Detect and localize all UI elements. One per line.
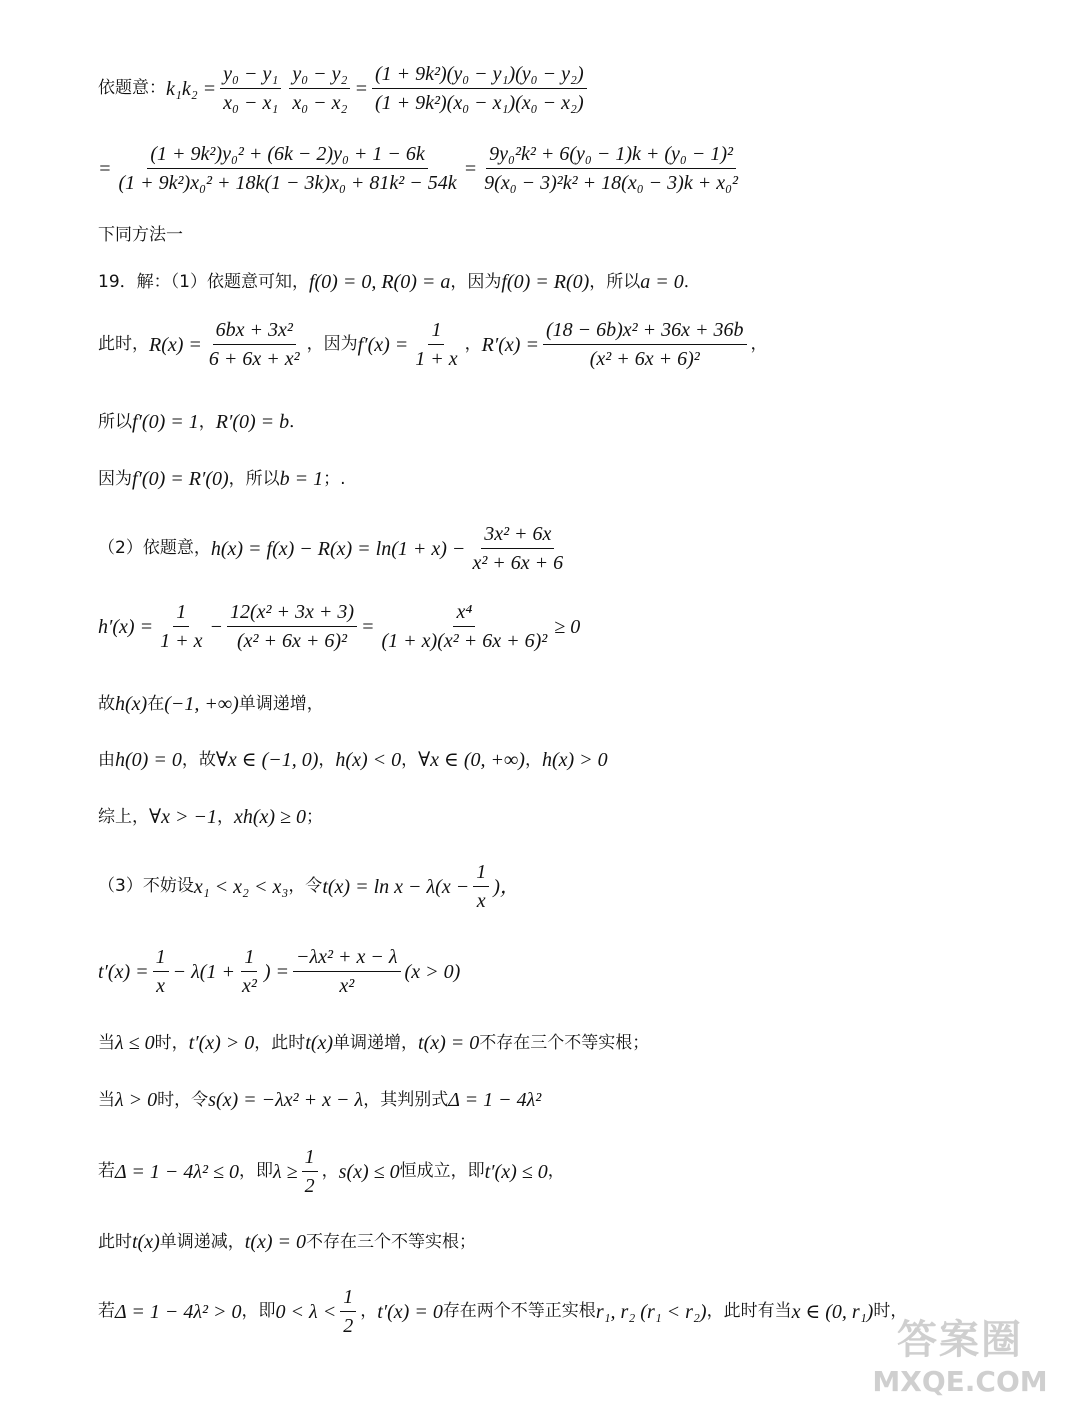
text: 因为: [98, 468, 132, 489]
math: t(x) = 0: [418, 1032, 480, 1054]
math: (x > 0): [404, 960, 461, 983]
text-line: [98, 748, 1020, 772]
text: 当: [98, 1032, 115, 1053]
math: f(0) = 0, R(0) = a: [308, 271, 451, 293]
denominator: 1 + x: [415, 348, 458, 370]
denominator: (1 + 9k²)x₀² + 18k(1 − 3k)x₀ + 81k² − 54k: [118, 172, 457, 194]
math: − λ(1 +: [172, 960, 235, 983]
text: 19．解：（1）依题意可知，: [98, 271, 309, 292]
text-line: [98, 1031, 1020, 1055]
numerator: y₀ − y₁: [220, 62, 281, 89]
fraction: [412, 318, 460, 371]
math: =: [354, 77, 368, 100]
watermark-site: MXQE.COM: [872, 1365, 1048, 1398]
math: h′(x) =: [98, 615, 154, 638]
math: R′(x) =: [481, 333, 539, 356]
text: 依题意：: [98, 78, 166, 99]
math: λ ≥: [273, 1160, 298, 1183]
text: ，即: [239, 1161, 274, 1182]
formula-line: [98, 600, 1020, 653]
text: ，: [547, 1161, 565, 1182]
denominator: x: [156, 975, 166, 997]
text: ；.: [323, 468, 346, 489]
text: 若: [98, 1301, 115, 1322]
text: 时，: [154, 1032, 189, 1053]
text: 此时: [98, 1231, 132, 1252]
denominator: (1 + 9k²)(x₀ − x₁)(x₀ − x₂): [374, 92, 584, 114]
text: ，此时有当: [706, 1301, 792, 1322]
math: t′(x) = 0: [377, 1300, 443, 1323]
math: f′(0) = R′(0): [132, 468, 229, 490]
numerator: 6bx + 3x²: [213, 318, 296, 345]
text-line: [98, 225, 1020, 245]
math: h(0) = 0: [115, 749, 182, 771]
text: （3）不妨设: [98, 876, 194, 897]
numerator: 3x² + 6x: [481, 522, 554, 549]
fraction: [473, 860, 489, 913]
text: ，因为: [306, 334, 358, 355]
fraction: [153, 945, 169, 998]
text: 在: [147, 693, 165, 714]
text-line: [98, 410, 1020, 434]
text-line: [98, 692, 1020, 716]
text: 时，: [873, 1301, 908, 1322]
text: 综上，: [98, 806, 149, 827]
text: 存在两个不等正实根: [442, 1301, 596, 1322]
math: b = 1: [279, 468, 324, 490]
text: ．: [683, 271, 701, 292]
text: ，此时: [254, 1032, 306, 1053]
denominator: x₀ − x₁: [223, 92, 279, 114]
text: ，: [750, 334, 768, 355]
math: λ ≤ 0: [115, 1032, 155, 1054]
text-line: [98, 1230, 1020, 1254]
numerator: x⁴: [453, 600, 475, 627]
math: h(x) > 0: [541, 749, 608, 771]
formula-line: [98, 945, 1020, 998]
math: xh(x) ≥ 0: [233, 806, 307, 828]
denominator: 6 + 6x + x²: [208, 348, 300, 370]
math: r₁, r₂ (r₁ < r₂): [595, 1300, 707, 1323]
fraction: [481, 142, 741, 195]
text: 不存在三个不等实根；: [479, 1032, 650, 1053]
denominator: 1 + x: [160, 630, 203, 652]
math: x ∈ (0, r₁): [791, 1300, 874, 1323]
numerator: 1: [428, 318, 444, 345]
math: ∀x ∈ (0, +∞): [418, 749, 525, 771]
text: ．: [289, 411, 307, 432]
watermark: [860, 1308, 1060, 1403]
formula-line: [98, 1145, 1020, 1198]
text: 单调递增，: [333, 1032, 419, 1053]
math: R′(0) = b: [215, 411, 290, 433]
math: Δ = 1 − 4λ² ≤ 0: [115, 1160, 240, 1183]
fraction: [379, 600, 551, 653]
math: f′(0) = 1: [132, 411, 199, 433]
text: 不存在三个不等实根；: [306, 1231, 477, 1252]
math: t′(x) =: [98, 960, 149, 983]
fraction: [116, 142, 460, 195]
denominator: 9(x₀ − 3)²k² + 18(x₀ − 3)k + x₀²: [484, 172, 739, 194]
math: h(x) < 0: [335, 749, 402, 771]
fraction: [220, 62, 281, 115]
formula-line: [98, 860, 1020, 913]
math: ≥ 0: [554, 615, 581, 638]
fraction: [293, 945, 401, 998]
text: ，故: [181, 749, 216, 770]
text: ，其判别式: [363, 1089, 449, 1110]
text: ，: [360, 1301, 378, 1322]
math: f(0) = R(0): [501, 271, 590, 293]
numerator: 1: [241, 945, 257, 972]
watermark-logo: 答案圈: [897, 1317, 1023, 1363]
math: −: [209, 615, 223, 638]
numerator: 9y₀²k² + 6(y₀ − 1)k + (y₀ − 1)²: [486, 142, 736, 169]
text-line: [98, 467, 1020, 491]
math: Δ = 1 − 4λ² > 0: [115, 1300, 242, 1323]
math: =: [463, 157, 478, 180]
text: ，: [464, 334, 482, 355]
numerator: y₀ − y₂: [289, 62, 350, 89]
fraction: [543, 318, 747, 371]
text-line: [98, 805, 1020, 829]
numerator: 1: [473, 860, 489, 887]
text: 单调递减，: [159, 1231, 245, 1252]
formula-line: [98, 522, 1020, 575]
fraction: [239, 945, 260, 998]
fraction: [469, 522, 566, 575]
text: ；: [306, 806, 324, 827]
text: 所以: [98, 411, 132, 432]
text: ，即: [241, 1301, 276, 1322]
denominator: x² + 6x + 6: [472, 552, 564, 574]
text: ，: [401, 749, 419, 770]
text: 恒成立，即: [399, 1161, 485, 1182]
text: ，: [524, 749, 542, 770]
math: h(x) = f(x) − R(x) = ln(1 + x) −: [210, 537, 466, 560]
text: 由: [98, 749, 115, 770]
fraction: [340, 1285, 356, 1338]
text: 此时，: [98, 334, 149, 355]
math: t′(x) > 0: [188, 1032, 255, 1054]
fraction: [157, 600, 205, 653]
math: =: [98, 157, 112, 180]
fraction: [372, 62, 587, 115]
math: x₁ < x₂ < x₃: [193, 875, 289, 898]
numerator: 1: [302, 1145, 318, 1172]
math: t′(x) ≤ 0: [484, 1160, 548, 1183]
denominator: x²: [339, 975, 355, 997]
math: t(x): [132, 1231, 160, 1253]
numerator: (1 + 9k²)y₀² + (6k − 2)y₀ + 1 − 6k: [147, 142, 427, 169]
math: 0 < λ <: [275, 1300, 337, 1323]
denominator: 2: [304, 1175, 315, 1197]
math: ∀x > −1: [149, 806, 217, 828]
math: k₁k₂ =: [166, 77, 217, 100]
math: Δ = 1 − 4λ²: [448, 1089, 542, 1111]
math: λ > 0: [115, 1089, 158, 1111]
text: 下同方法一: [98, 225, 183, 245]
denominator: 2: [343, 1315, 354, 1337]
fraction: [289, 62, 350, 115]
numerator: 12(x² + 3x + 3): [227, 600, 357, 627]
text: ，: [321, 1161, 339, 1182]
text: ，: [318, 749, 336, 770]
text: 单调递增，: [238, 693, 324, 714]
text: （2）依题意，: [98, 538, 211, 559]
numerator: 1: [153, 945, 169, 972]
math: t(x) = 0: [244, 1231, 307, 1253]
numerator: −λx² + x − λ: [293, 945, 401, 972]
denominator: (x² + 6x + 6)²: [589, 348, 700, 370]
text-line: [98, 1088, 1020, 1112]
fraction: [206, 318, 303, 371]
fraction: [302, 1145, 318, 1198]
text: 时，令: [157, 1089, 209, 1110]
text: ，所以: [589, 271, 641, 292]
math: f′(x) =: [357, 333, 409, 356]
denominator: x²: [241, 975, 257, 997]
formula-line: [98, 62, 1020, 115]
math: R(x) =: [149, 333, 202, 356]
text: 故: [98, 693, 115, 714]
fraction: [227, 600, 357, 653]
math: a = 0: [640, 271, 684, 293]
text-line: [98, 270, 1020, 294]
text: ，: [216, 806, 234, 827]
denominator: x₀ − x₂: [292, 92, 348, 114]
math: s(x) = −λx² + x − λ: [208, 1089, 364, 1111]
math: t(x): [305, 1032, 334, 1054]
math: t(x) = ln x − λ(x −: [322, 875, 470, 898]
math: )，: [493, 875, 520, 898]
numerator: (18 − 6b)x² + 36x + 36b: [543, 318, 747, 345]
math: =: [361, 615, 375, 638]
denominator: x: [476, 890, 486, 912]
text: ，: [198, 411, 216, 432]
text: 当: [98, 1089, 115, 1110]
text: ，因为: [450, 271, 502, 292]
math: ∀x ∈ (−1, 0): [215, 749, 319, 771]
denominator: (x² + 6x + 6)²: [236, 630, 348, 652]
text: 若: [98, 1161, 115, 1182]
text: ，令: [288, 876, 323, 897]
math: h(x): [115, 693, 148, 715]
math: ) =: [263, 960, 289, 983]
math: s(x) ≤ 0: [338, 1160, 400, 1183]
numerator: (1 + 9k²)(y₀ − y₁)(y₀ − y₂): [372, 62, 587, 89]
text: ，所以: [228, 468, 280, 489]
formula-line: [98, 318, 1020, 371]
numerator: 1: [173, 600, 189, 627]
math: (−1, +∞): [164, 693, 239, 715]
denominator: (1 + x)(x² + 6x + 6)²: [381, 630, 548, 652]
formula-line: [98, 142, 1020, 195]
numerator: 1: [340, 1285, 356, 1312]
